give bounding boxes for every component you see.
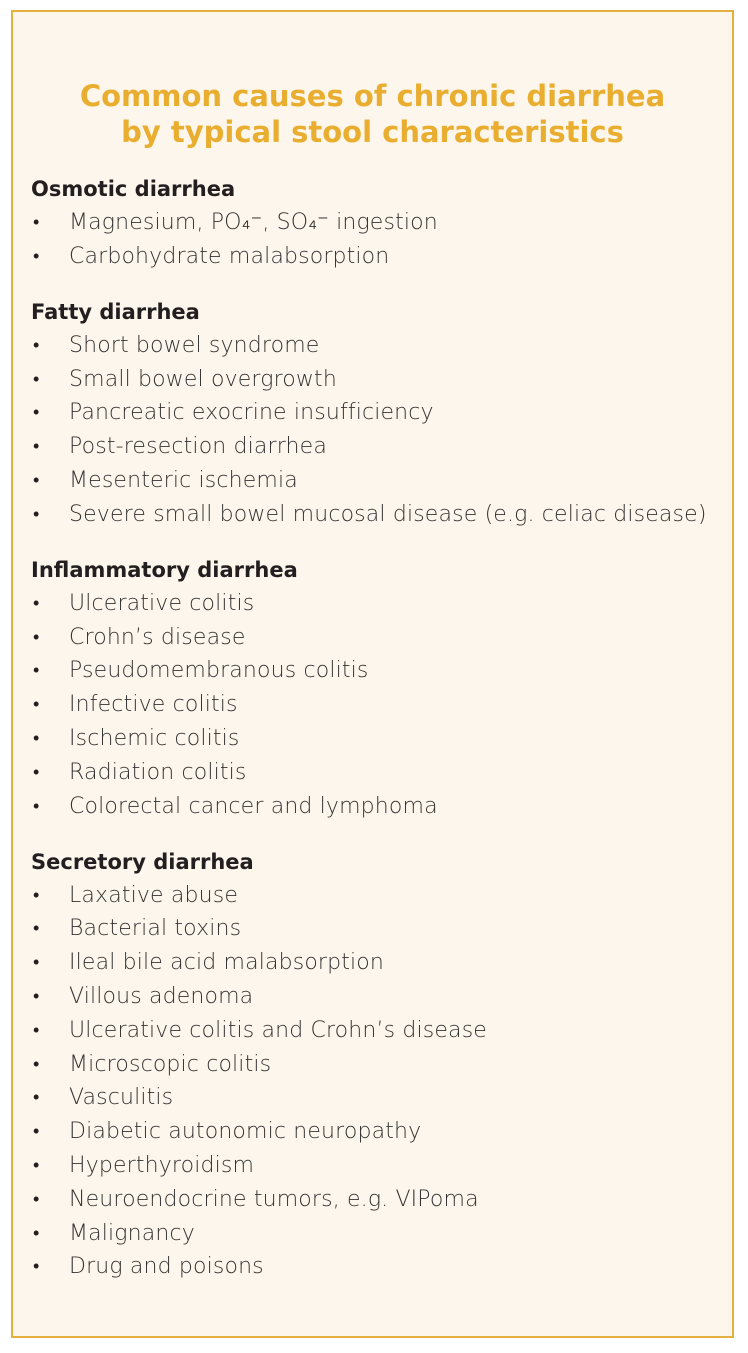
- item-text: Vasculitis: [69, 1085, 174, 1111]
- bullet-icon: •: [33, 212, 40, 233]
- item-text: Microscopic colitis: [69, 1051, 272, 1077]
- list-item: [31, 1083, 721, 1113]
- list-item: [31, 466, 721, 496]
- bullet-icon: •: [33, 727, 40, 749]
- bullet-icon: •: [33, 884, 40, 906]
- section-secretory: [31, 847, 721, 1283]
- item-text: Short bowel syndrome: [69, 332, 320, 358]
- bullet-icon: •: [33, 1087, 40, 1109]
- item-text: Ulcerative colitis and Crohn’s disease: [69, 1017, 487, 1043]
- item-text: Severe small bowel mucosal disease (e.g. celiac disease): [69, 501, 707, 527]
- item-list: [31, 331, 721, 530]
- item-text: Ulcerative colitis: [69, 590, 255, 616]
- bullet-icon: •: [33, 1154, 40, 1176]
- item-text: Mesenteric ischemia: [69, 467, 298, 493]
- title-line-1: Common causes of chronic diarrhea: [79, 79, 666, 113]
- bullet-icon: •: [33, 694, 40, 716]
- section-heading: Inflammatory diarrhea: [31, 557, 298, 582]
- item-text: Small bowel overgrowth: [69, 366, 337, 392]
- bullet-icon: •: [33, 245, 40, 267]
- bullet-icon: •: [33, 592, 40, 614]
- bullet-icon: •: [33, 795, 40, 817]
- bullet-icon: •: [33, 985, 40, 1007]
- bullet-icon: •: [33, 334, 40, 356]
- item-text: Hyperthyroidism: [69, 1152, 255, 1178]
- section-heading: Fatty diarrhea: [31, 299, 200, 324]
- bullet-icon: •: [33, 368, 40, 390]
- section-fatty: [31, 297, 721, 530]
- list-item: [31, 623, 721, 653]
- list-item: [31, 656, 721, 686]
- item-list: [31, 208, 721, 272]
- list-item: [31, 758, 721, 788]
- bullet-icon: •: [33, 503, 40, 525]
- list-item: [31, 331, 721, 361]
- item-text: Radiation colitis: [69, 759, 247, 785]
- list-item: [31, 690, 721, 720]
- list-item: [31, 208, 721, 238]
- list-item: [31, 1252, 721, 1282]
- item-text: Villous adenoma: [69, 983, 254, 1009]
- item-text: Infective colitis: [69, 692, 238, 718]
- item-text: Colorectal cancer and lymphoma: [69, 793, 438, 819]
- bullet-icon: •: [33, 660, 40, 682]
- title-line-2: by typical stool characteristics: [121, 115, 624, 149]
- list-item: [31, 1219, 721, 1249]
- bullet-icon: •: [33, 1188, 40, 1210]
- bullet-icon: •: [33, 1019, 40, 1041]
- item-text: Ileal bile acid malabsorption: [69, 950, 384, 976]
- list-item: [31, 948, 721, 978]
- bullet-icon: •: [33, 626, 40, 648]
- list-item: [31, 398, 721, 428]
- item-text: Pancreatic exocrine insufficiency: [69, 400, 434, 426]
- item-text: Crohn’s disease: [69, 624, 246, 650]
- section-osmotic: [31, 174, 721, 272]
- list-item: [31, 242, 721, 272]
- item-list: [31, 589, 721, 822]
- bullet-icon: •: [33, 761, 40, 783]
- section-heading: Osmotic diarrhea: [31, 177, 236, 201]
- item-text: Carbohydrate malabsorption: [69, 243, 390, 269]
- bullet-icon: •: [33, 1256, 40, 1278]
- bullet-icon: •: [33, 1053, 40, 1075]
- list-item: [31, 1185, 721, 1215]
- box-title: [13, 78, 732, 150]
- list-item: [31, 432, 721, 462]
- item-text: Laxative abuse: [69, 882, 239, 908]
- item-text: Ischemic colitis: [69, 725, 240, 751]
- list-item: [31, 792, 721, 822]
- bullet-icon: •: [33, 469, 40, 491]
- list-item: [31, 724, 721, 754]
- section-inflammatory: [31, 555, 721, 822]
- bullet-icon: •: [33, 402, 40, 424]
- item-text: Malignancy: [69, 1220, 195, 1246]
- list-item: [31, 881, 721, 911]
- list-item: [31, 589, 721, 619]
- bullet-icon: •: [33, 952, 40, 974]
- list-item: [31, 1050, 721, 1080]
- list-item: [31, 914, 721, 944]
- item-text: Magnesium, PO₄⁻, SO₄⁻ ingestion: [69, 210, 438, 235]
- item-list: [31, 881, 721, 1283]
- section-heading: Secretory diarrhea: [31, 849, 254, 874]
- item-text: Pseudomembranous colitis: [69, 658, 369, 684]
- list-item: [31, 1016, 721, 1046]
- bullet-icon: •: [33, 1121, 40, 1143]
- list-item: [31, 500, 721, 530]
- item-text: Post-resection diarrhea: [69, 434, 327, 460]
- item-text: Bacterial toxins: [69, 916, 242, 942]
- bullet-icon: •: [33, 1222, 40, 1244]
- bullet-icon: •: [33, 918, 40, 940]
- info-box: [11, 10, 734, 1338]
- item-text: Neuroendocrine tumors, e.g. VIPoma: [69, 1186, 479, 1212]
- list-item: [31, 982, 721, 1012]
- list-item: [31, 1117, 721, 1147]
- item-text: Diabetic autonomic neuropathy: [69, 1119, 422, 1145]
- bullet-icon: •: [33, 436, 40, 458]
- list-item: [31, 1151, 721, 1181]
- list-item: [31, 365, 721, 395]
- item-text: Drug and poisons: [69, 1254, 264, 1280]
- content: [31, 174, 721, 1307]
